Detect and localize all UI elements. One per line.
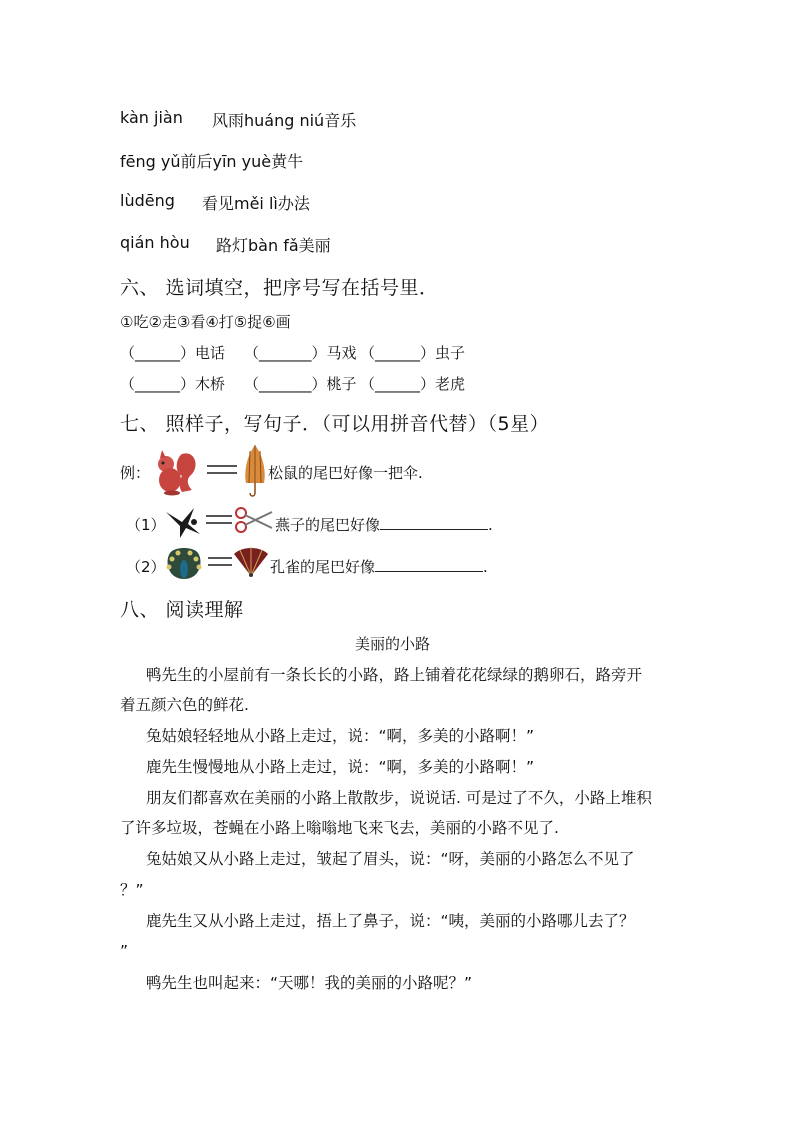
example-sentence: 松鼠的尾巴好像一把伞. <box>268 464 423 482</box>
scissors-icon <box>234 506 274 534</box>
pinyin-row-3: lùdēng <box>120 191 175 210</box>
pinyin-left: kàn jiàn <box>120 108 183 127</box>
paragraph-5-line1: 兔姑娘又从小路上走过，皱起了眉头，说：“呀，美丽的小路怎么不见了 <box>146 850 635 868</box>
fill-row-2 <box>120 373 225 394</box>
fill-item[interactable]: （_______）桃子 <box>244 375 357 393</box>
pinyin-row-4-right: 路灯bàn fǎ美丽 <box>216 236 331 255</box>
paragraph-6-line1: 鹿先生又从小路上走过，捂上了鼻子，说：“咦，美丽的小路哪儿去了？ <box>146 912 635 930</box>
peacock-icon <box>162 545 206 581</box>
answer-line[interactable] <box>380 515 488 530</box>
fill-item[interactable]: （______）虫子 <box>360 344 466 362</box>
paragraph-5-line2: ？” <box>120 881 144 899</box>
equals-sign <box>206 514 232 526</box>
section6-options: ①吃②走③看④打⑤捉⑥画 <box>120 313 291 331</box>
fill-row-1c <box>360 342 465 363</box>
item2-label: （2） <box>126 558 166 576</box>
fill-row-1 <box>120 342 225 363</box>
story-title: 美丽的小路 <box>355 635 431 653</box>
paragraph-6-line2: ” <box>120 942 129 960</box>
item1-label: （1） <box>126 516 166 534</box>
pinyin-row-2: fēng yǔ前后yīn yuè黄牛 <box>120 152 304 171</box>
swallow-icon <box>164 504 204 540</box>
paragraph-4-line2: 了许多垃圾，苍蝇在小路上嗡嗡地飞来飞去，美丽的小路不见了. <box>120 819 559 837</box>
paragraph-1-line2: 着五颜六色的鲜花. <box>120 696 249 714</box>
equals-sign <box>208 556 232 568</box>
equals-sign <box>207 464 237 476</box>
section6-title: 六、 选词填空，把序号写在括号里． <box>120 277 439 299</box>
pinyin-row-4: qián hòu <box>120 233 190 252</box>
paragraph-4-line1: 朋友们都喜欢在美丽的小路上散散步，说说话. 可是过了不久，小路上堆积 <box>146 789 652 807</box>
answer-line[interactable] <box>375 557 483 572</box>
fan-icon <box>232 546 270 578</box>
pinyin-row-1-right: 风雨huáng niú音乐 <box>212 111 357 130</box>
section8-title: 八、 阅读理解 <box>120 599 244 621</box>
fill-row-2b <box>244 373 357 394</box>
paragraph-7: 鸭先生也叫起来：“天哪！我的美丽的小路呢？” <box>146 974 473 992</box>
fill-row-1b <box>244 342 357 363</box>
umbrella-icon <box>240 443 270 499</box>
fill-item[interactable]: （______）老虎 <box>360 375 466 393</box>
pinyin-row-1 <box>120 108 183 127</box>
fill-item[interactable]: （_______）马戏 <box>244 344 357 362</box>
paragraph-1-line1: 鸭先生的小屋前有一条长长的小路，路上铺着花花绿绿的鹅卵石，路旁开 <box>146 666 643 684</box>
paragraph-3: 鹿先生慢慢地从小路上走过，说：“啊，多美的小路啊！” <box>146 758 535 776</box>
example-label: 例： <box>120 464 151 482</box>
item1-sentence: 燕子的尾巴好像 . <box>275 516 493 534</box>
fill-item[interactable]: （______）木桥 <box>120 375 226 393</box>
fill-row-2c <box>360 373 465 394</box>
item2-sentence: 孔雀的尾巴好像 . <box>270 558 488 576</box>
paragraph-2: 兔姑娘轻轻地从小路上走过，说：“啊，多美的小路啊！” <box>146 727 535 745</box>
fill-item[interactable]: （______）电话 <box>120 344 226 362</box>
section7-title: 七、 照样子，写句子．（可以用拼音代替）（5星） <box>120 413 550 435</box>
pinyin-row-3-right: 看见měi lì办法 <box>202 194 310 213</box>
squirrel-icon <box>152 446 202 496</box>
